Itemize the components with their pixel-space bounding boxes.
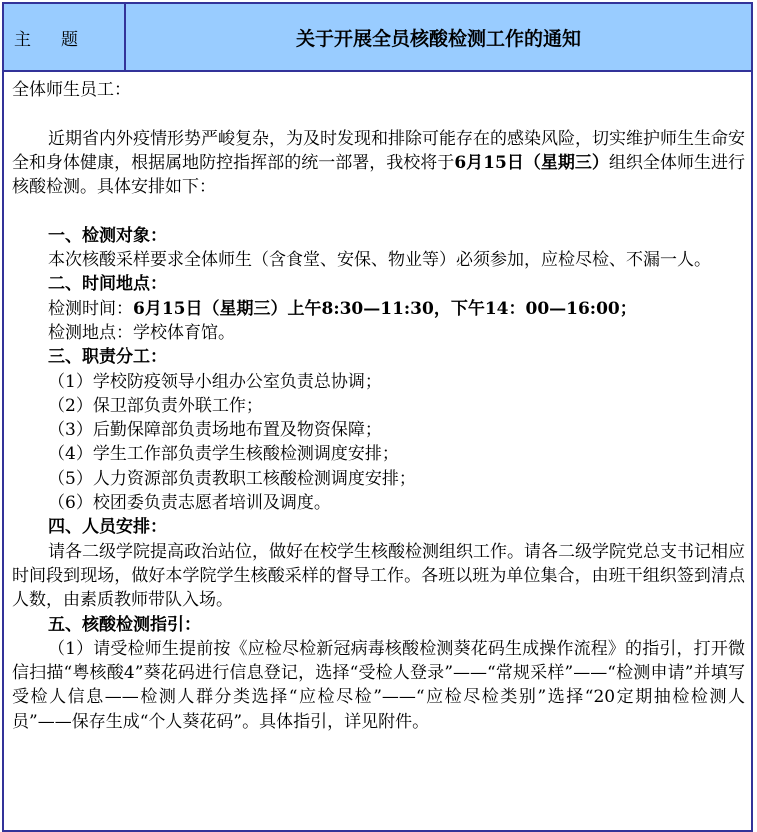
detection-time xyxy=(12,297,745,321)
salutation: 全体师生员工： xyxy=(12,80,131,100)
intro-paragraph xyxy=(12,127,745,200)
spacer xyxy=(12,102,745,126)
subject-label-char-1: 主 xyxy=(14,29,31,50)
duty-item-4: （4）学生工作部负责学生核酸检测调度安排； xyxy=(48,444,399,465)
section-heading-4: 四、人员安排： xyxy=(48,517,167,538)
duty-item-3: （3）后勤保障部负责场地布置及物资保障； xyxy=(48,420,382,441)
notice-body xyxy=(4,72,751,734)
duty-item-6: （6）校团委负责志愿者培训及调度。 xyxy=(48,493,331,514)
notice-title: 关于开展全员核酸检测工作的通知 xyxy=(295,27,581,50)
subject-label xyxy=(4,4,126,70)
intro-text-1: 近期省内外疫情形势严峻复杂，为及时发现和排除可能存在的感染风险，切实维护师生生命安全和身体健康，根据属地防控指挥部的统一部署，我校将于 xyxy=(12,128,745,173)
section-heading-2: 二、时间地点： xyxy=(48,274,167,295)
duty-item-1: （1）学校防疫领导小组办公室负责总协调； xyxy=(48,371,382,392)
duty-item-5: （5）人力资源部负责教职工核酸检测调度安排； xyxy=(48,468,416,489)
intro-text-2: 组织全体师生进行核酸检测。具体安排如下： xyxy=(12,152,745,198)
spacer xyxy=(12,199,745,223)
detection-place-value: 学校体育馆。 xyxy=(133,322,235,343)
section-heading-3: 三、职责分工： xyxy=(48,347,167,368)
section-4-paragraph: 请各二级学院提高政治站位，做好在校学生核酸检测组织工作。请各二级学院党总支书记相应时间段到现场，做好本学院学生核酸采样的督导工作。各班以班为单位集合，由班干组织签到清点人数，由素质教师带队入场。 xyxy=(12,541,745,611)
detection-place-label: 检测地点： xyxy=(48,322,133,343)
detection-time-value: 6月15日（星期三）上午8:30—11:30，下午14：00—16:00； xyxy=(133,298,637,319)
section-heading-5: 五、核酸检测指引： xyxy=(48,614,201,635)
notice-table xyxy=(2,2,753,832)
section-5-paragraph: （1）请受检师生提前按《应检尽检新冠病毒核酸检测葵花码生成操作流程》的指引，打开微信扫描“粤核酸4”葵花码进行信息登记，选择“受检人登录”——“常规采样”——“检测申请”并填写受检人信息——检测人群分类选择“应检尽检”——“应检尽检类别”选择“20定期抽检检测人员”——保存生成“个人葵花码”。具体指引，详见附件。 xyxy=(12,638,745,732)
section-1-paragraph: 本次核酸采样要求全体师生（含食堂、安保、物业等）必须参加，应检尽检、不漏一人。 xyxy=(48,250,711,271)
detection-time-label: 检测时间： xyxy=(48,298,133,319)
subject-label-char-2: 题 xyxy=(61,29,78,50)
duty-item-2: （2）保卫部负责外联工作； xyxy=(48,395,263,416)
detection-place xyxy=(12,321,745,345)
intro-date: 6月15日（星期三） xyxy=(454,152,609,173)
section-heading-1: 一、检测对象： xyxy=(48,225,167,246)
header-row xyxy=(4,4,751,72)
